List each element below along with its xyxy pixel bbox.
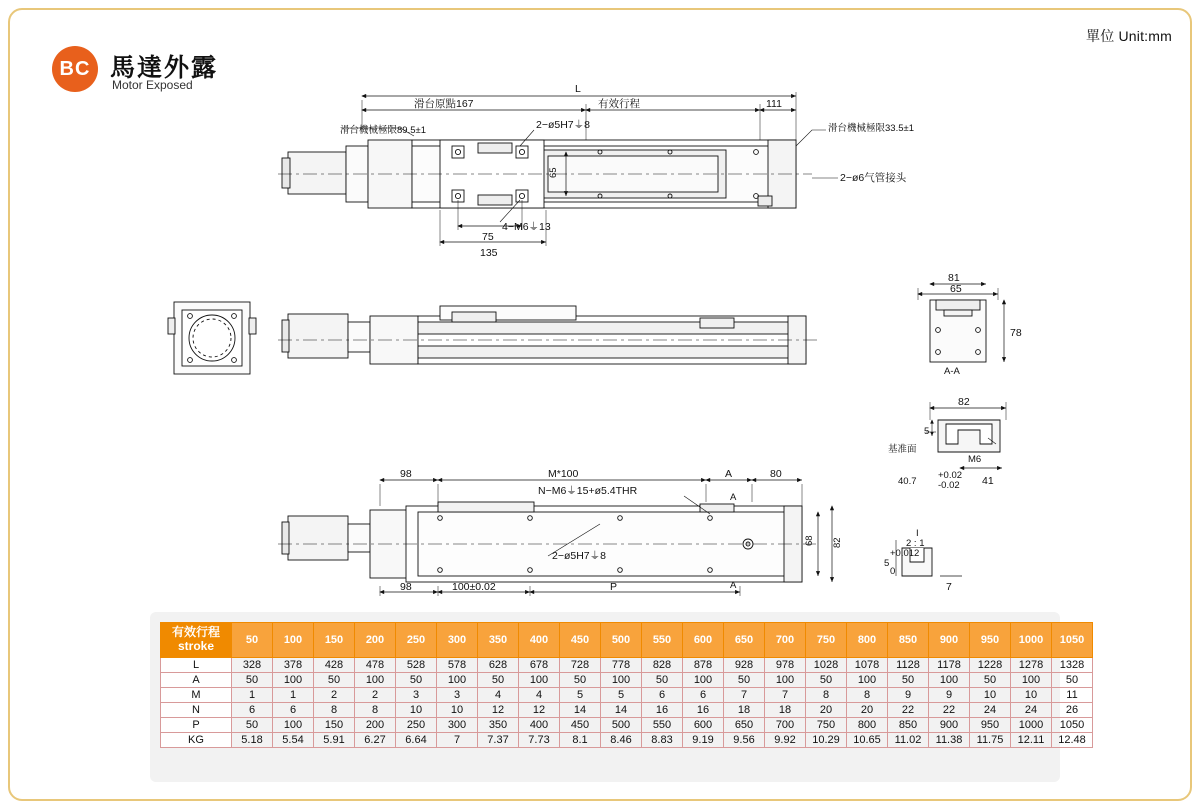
note-4-M6: 4−M6⏚13: [502, 221, 551, 233]
cell-L-400: 678: [519, 657, 560, 672]
cell-N-950: 24: [970, 702, 1011, 717]
dim-origin-167: 滑台原點167: [414, 98, 474, 110]
cell-P-800: 800: [847, 717, 888, 732]
cell-KG-200: 6.27: [355, 732, 396, 747]
table-header-stroke-1000: 1000: [1011, 623, 1052, 658]
cell-KG-900: 11.38: [929, 732, 970, 747]
cell-L-900: 1178: [929, 657, 970, 672]
cell-L-650: 928: [724, 657, 765, 672]
cell-L-300: 578: [437, 657, 478, 672]
cell-A-450: 50: [560, 672, 601, 687]
cell-KG-400: 7.73: [519, 732, 560, 747]
dim-100-tol: 100±0.02: [452, 581, 496, 593]
cell-A-900: 100: [929, 672, 970, 687]
cell-L-450: 728: [560, 657, 601, 672]
cell-KG-100: 5.54: [273, 732, 314, 747]
dim-68: 68: [804, 535, 815, 546]
cell-M-250: 3: [396, 687, 437, 702]
dim-98-top: 98: [400, 468, 412, 480]
cell-L-1000: 1278: [1011, 657, 1052, 672]
cell-M-700: 7: [765, 687, 806, 702]
cell-A-650: 50: [724, 672, 765, 687]
cell-N-600: 16: [683, 702, 724, 717]
note-right-limit: 滑台機械極限33.5±1: [828, 123, 914, 134]
cell-A-850: 50: [888, 672, 929, 687]
label-m6: M6: [968, 454, 982, 465]
cell-L-1050: 1328: [1052, 657, 1093, 672]
cell-N-1050: 26: [1052, 702, 1093, 717]
cell-KG-650: 9.56: [724, 732, 765, 747]
dim-M100: M*100: [548, 468, 579, 480]
cell-KG-450: 8.1: [560, 732, 601, 747]
cell-KG-300: 7: [437, 732, 478, 747]
table-header-stroke-450: 450: [560, 623, 601, 658]
tol5-minus: 0: [890, 566, 896, 577]
table-row: [161, 687, 1093, 702]
cell-N-50: 6: [232, 702, 273, 717]
cell-P-100: 100: [273, 717, 314, 732]
cell-N-100: 6: [273, 702, 314, 717]
dim-A: A: [725, 468, 733, 480]
cell-M-1000: 10: [1011, 687, 1052, 702]
row-label-P: P: [161, 717, 232, 732]
badge-title-en: Motor Exposed: [112, 78, 193, 92]
end-face-view: [168, 302, 256, 374]
cell-M-800: 8: [847, 687, 888, 702]
table-row: [161, 657, 1093, 672]
cell-M-450: 5: [560, 687, 601, 702]
cell-KG-750: 10.29: [806, 732, 847, 747]
table-body: [161, 657, 1093, 747]
cell-A-250: 50: [396, 672, 437, 687]
cell-P-850: 850: [888, 717, 929, 732]
cell-M-350: 4: [478, 687, 519, 702]
cell-L-600: 878: [683, 657, 724, 672]
profile-detail-view: [926, 402, 1006, 468]
table-header-stroke-700: 700: [765, 623, 806, 658]
cell-A-750: 50: [806, 672, 847, 687]
cell-A-950: 50: [970, 672, 1011, 687]
row-label-L: L: [161, 657, 232, 672]
cell-M-100: 1: [273, 687, 314, 702]
cell-P-250: 250: [396, 717, 437, 732]
row-label-A: A: [161, 672, 232, 687]
dim-5-profile: 5: [924, 426, 930, 437]
table-row: [161, 717, 1093, 732]
note-left-limit: 滑台機械極限89.5±1: [340, 125, 426, 136]
table-header-stroke-200: 200: [355, 623, 396, 658]
row-label-KG: KG: [161, 732, 232, 747]
cell-L-700: 978: [765, 657, 806, 672]
cell-L-500: 778: [601, 657, 642, 672]
dim-40-7: 40.7: [898, 476, 917, 487]
cell-KG-600: 9.19: [683, 732, 724, 747]
cell-N-850: 22: [888, 702, 929, 717]
cell-KG-1050: 12.48: [1052, 732, 1093, 747]
cell-KG-800: 10.65: [847, 732, 888, 747]
cell-L-250: 528: [396, 657, 437, 672]
cell-P-600: 600: [683, 717, 724, 732]
cell-L-50: 328: [232, 657, 273, 672]
cell-P-400: 400: [519, 717, 560, 732]
cell-P-900: 900: [929, 717, 970, 732]
table-row: [161, 732, 1093, 747]
side-section-view: [918, 284, 1004, 362]
cell-A-800: 100: [847, 672, 888, 687]
cell-P-1000: 1000: [1011, 717, 1052, 732]
cell-KG-700: 9.92: [765, 732, 806, 747]
dim-65-side: 65: [950, 283, 962, 295]
note-thread: N−M6⏚15+ø5.4THR: [538, 485, 638, 497]
table-row: [161, 672, 1093, 687]
cell-KG-1000: 12.11: [1011, 732, 1052, 747]
dim-41: 41: [982, 475, 994, 487]
cell-P-200: 200: [355, 717, 396, 732]
cell-L-350: 628: [478, 657, 519, 672]
table-header-row: [161, 623, 1093, 658]
cell-M-500: 5: [601, 687, 642, 702]
cell-N-500: 14: [601, 702, 642, 717]
cell-L-150: 428: [314, 657, 355, 672]
cell-M-200: 2: [355, 687, 396, 702]
table-header-stroke-950: 950: [970, 623, 1011, 658]
label-section-aa: A-A: [944, 366, 960, 377]
table-header-stroke-900: 900: [929, 623, 970, 658]
cell-KG-50: 5.18: [232, 732, 273, 747]
dim-82-bottom: 82: [832, 537, 843, 548]
table-header-stroke-250: 250: [396, 623, 437, 658]
cell-P-650: 650: [724, 717, 765, 732]
cell-P-350: 350: [478, 717, 519, 732]
cell-M-650: 7: [724, 687, 765, 702]
label-detail-I: I: [916, 528, 919, 539]
cell-M-400: 4: [519, 687, 560, 702]
dim-65-top: 65: [548, 167, 559, 178]
cell-A-1050: 50: [1052, 672, 1093, 687]
label-base-face: 基准面: [888, 444, 917, 455]
dim-98-bottom: 98: [400, 581, 412, 593]
table-header-stroke-750: 750: [806, 623, 847, 658]
cell-A-600: 100: [683, 672, 724, 687]
cell-KG-950: 11.75: [970, 732, 1011, 747]
note-air-fitting: 2−ø6气管接头: [840, 172, 907, 184]
cell-KG-550: 8.83: [642, 732, 683, 747]
front-elevation-view: [278, 306, 818, 364]
header-en: stroke: [177, 638, 215, 653]
cell-KG-850: 11.02: [888, 732, 929, 747]
mark-a-bottom: A: [730, 580, 737, 591]
header-zh: 有效行程: [171, 625, 220, 639]
dim-7: 7: [946, 581, 952, 593]
table-header-stroke-350: 350: [478, 623, 519, 658]
cell-L-550: 828: [642, 657, 683, 672]
table-header-stroke-1050: 1050: [1052, 623, 1093, 658]
cell-N-350: 12: [478, 702, 519, 717]
cell-KG-350: 7.37: [478, 732, 519, 747]
dim-P: P: [610, 581, 618, 593]
series-badge: BC: [52, 46, 98, 92]
table-header-stroke-300: 300: [437, 623, 478, 658]
dim-135: 135: [480, 247, 498, 259]
cell-A-700: 100: [765, 672, 806, 687]
cell-A-100: 100: [273, 672, 314, 687]
table-header-stroke-550: 550: [642, 623, 683, 658]
cell-N-750: 20: [806, 702, 847, 717]
cell-L-200: 478: [355, 657, 396, 672]
cell-N-400: 12: [519, 702, 560, 717]
row-label-M: M: [161, 687, 232, 702]
dim-82-profile: 82: [958, 396, 970, 408]
cell-M-150: 2: [314, 687, 355, 702]
cell-M-300: 3: [437, 687, 478, 702]
cell-A-200: 100: [355, 672, 396, 687]
cell-L-800: 1078: [847, 657, 888, 672]
table-header-stroke: [161, 623, 232, 658]
table-header-stroke-100: 100: [273, 623, 314, 658]
cell-N-250: 10: [396, 702, 437, 717]
tol5-plus: +0.012: [890, 548, 920, 559]
cell-N-550: 16: [642, 702, 683, 717]
cell-M-850: 9: [888, 687, 929, 702]
spec-table: [160, 622, 1093, 748]
note-2-5H7: 2−ø5H7⏚8: [536, 119, 590, 131]
bottom-view-drawing: [278, 502, 816, 582]
cell-M-550: 6: [642, 687, 683, 702]
table-header-stroke-650: 650: [724, 623, 765, 658]
cell-P-550: 550: [642, 717, 683, 732]
cell-P-50: 50: [232, 717, 273, 732]
cell-M-950: 10: [970, 687, 1011, 702]
cell-N-900: 22: [929, 702, 970, 717]
dim-78: 78: [1010, 327, 1022, 339]
cell-N-150: 8: [314, 702, 355, 717]
cell-KG-250: 6.64: [396, 732, 437, 747]
dim-81: 81: [948, 272, 960, 284]
cell-P-700: 700: [765, 717, 806, 732]
tol-minus: -0.02: [938, 480, 960, 491]
cell-N-300: 10: [437, 702, 478, 717]
table-header-stroke-50: 50: [232, 623, 273, 658]
cell-P-950: 950: [970, 717, 1011, 732]
table-header-stroke-400: 400: [519, 623, 560, 658]
cell-N-200: 8: [355, 702, 396, 717]
cell-M-1050: 11: [1052, 687, 1093, 702]
mark-a-top: A: [730, 492, 737, 503]
dim-111: 111: [766, 98, 782, 110]
table-row: [161, 702, 1093, 717]
row-label-N: N: [161, 702, 232, 717]
cell-N-800: 20: [847, 702, 888, 717]
table-header-stroke-600: 600: [683, 623, 724, 658]
top-view-drawing: [278, 140, 812, 208]
cell-M-750: 8: [806, 687, 847, 702]
dim-effective-stroke: 有效行程: [598, 98, 640, 110]
dim-80: 80: [770, 468, 782, 480]
cell-A-350: 50: [478, 672, 519, 687]
cell-P-1050: 1050: [1052, 717, 1093, 732]
table-header-stroke-500: 500: [601, 623, 642, 658]
cell-P-300: 300: [437, 717, 478, 732]
cell-L-750: 1028: [806, 657, 847, 672]
cell-N-450: 14: [560, 702, 601, 717]
cell-N-700: 18: [765, 702, 806, 717]
cell-KG-500: 8.46: [601, 732, 642, 747]
cell-L-100: 378: [273, 657, 314, 672]
cell-A-500: 100: [601, 672, 642, 687]
cell-P-150: 150: [314, 717, 355, 732]
unit-label: 單位 Unit:mm: [1086, 28, 1172, 44]
cell-M-600: 6: [683, 687, 724, 702]
tol-plus: +0.02: [938, 470, 963, 481]
cell-KG-150: 5.91: [314, 732, 355, 747]
cell-A-550: 50: [642, 672, 683, 687]
cell-A-400: 100: [519, 672, 560, 687]
cell-A-1000: 100: [1011, 672, 1052, 687]
cell-A-150: 50: [314, 672, 355, 687]
table-header-stroke-800: 800: [847, 623, 888, 658]
table-header-stroke-150: 150: [314, 623, 355, 658]
cell-L-850: 1128: [888, 657, 929, 672]
note-2-5H7-bottom: 2−ø5H7⏚8: [552, 550, 606, 562]
cell-P-450: 450: [560, 717, 601, 732]
cell-L-950: 1228: [970, 657, 1011, 672]
cell-P-500: 500: [601, 717, 642, 732]
cell-A-300: 100: [437, 672, 478, 687]
cell-N-650: 18: [724, 702, 765, 717]
dim-L: L: [575, 83, 581, 95]
cell-A-50: 50: [232, 672, 273, 687]
label-scale-2-1: 2 : 1: [906, 538, 925, 549]
table-header-stroke-850: 850: [888, 623, 929, 658]
cell-P-750: 750: [806, 717, 847, 732]
badge-title-zh: 馬達外露: [110, 54, 219, 82]
dim-5-tol: 5: [884, 558, 890, 569]
cell-M-50: 1: [232, 687, 273, 702]
dim-75: 75: [482, 231, 494, 243]
cell-N-1000: 24: [1011, 702, 1052, 717]
cell-M-900: 9: [929, 687, 970, 702]
